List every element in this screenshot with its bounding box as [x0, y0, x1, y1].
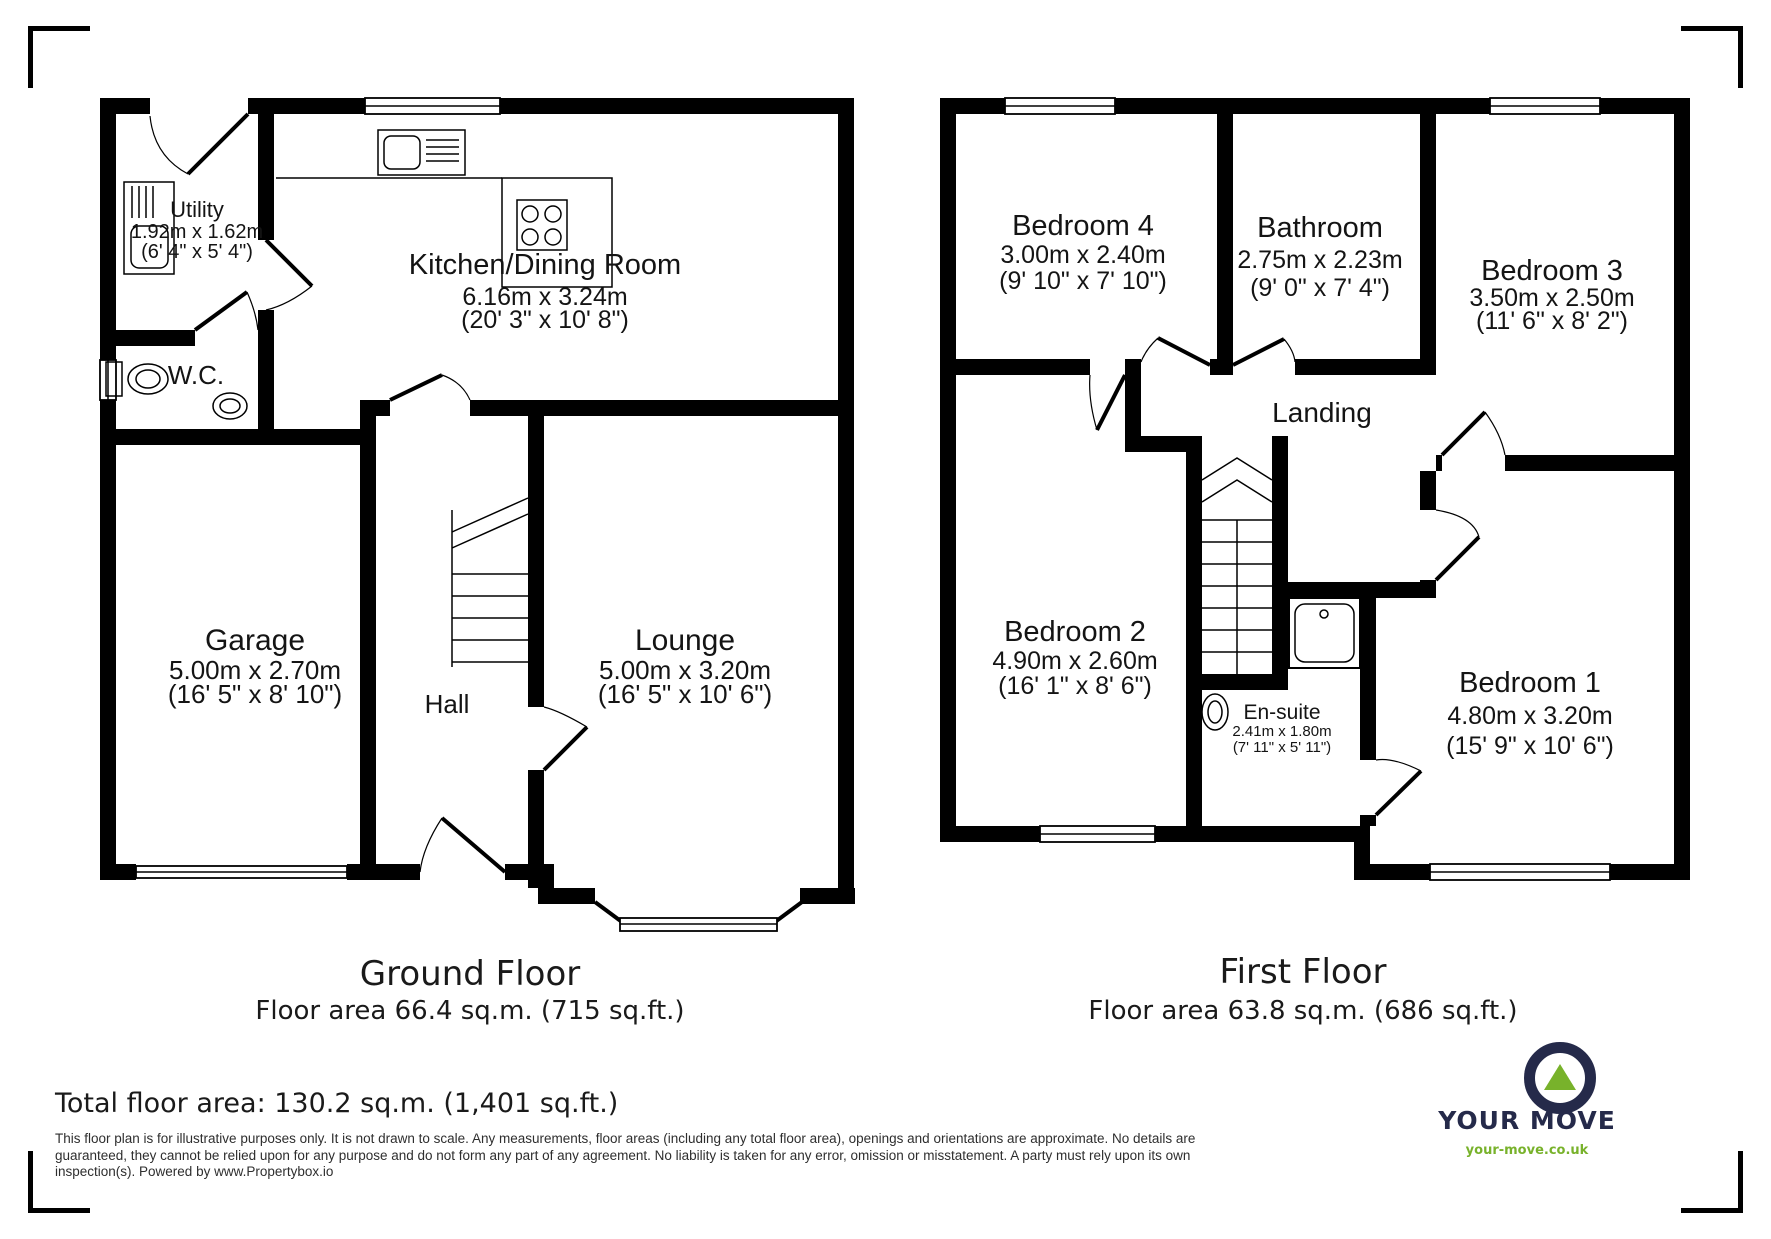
garage-label: Garage [204, 624, 306, 657]
bedroom4-door [1158, 338, 1210, 365]
bedroom4-label: Bedroom 4 [1012, 210, 1154, 242]
first-floor-area: Floor area 63.8 sq.m. (686 sq.ft.) [1088, 996, 1518, 1026]
utility-label: Utility [170, 197, 224, 222]
yourmove-brand: YOUR MOVE [1438, 1106, 1616, 1135]
hall-label: Hall [424, 689, 470, 719]
bathroom-door [1233, 339, 1284, 365]
kitchen-imperial: (20' 3" x 10' 8") [461, 306, 629, 334]
disclaimer-line-1: This floor plan is for illustrative purposes only. It is not drawn to scale. Any measurements, floor areas (including any total floor area), openings and orientations are approximate. No details are [55, 1131, 1196, 1146]
bedroom1-label: Bedroom 1 [1459, 667, 1601, 699]
ensuite-metric: 2.41m x 1.80m [1232, 723, 1332, 740]
bedroom2-door [1097, 375, 1125, 430]
utility-kitchen-door [266, 240, 312, 286]
ensuite-toilet-icon [1202, 694, 1228, 730]
shower-icon [1289, 598, 1360, 668]
corner-mark-bottom-left-v [28, 1151, 33, 1213]
bedroom4-imperial: (9' 10" x 7' 10") [999, 267, 1167, 295]
lounge-metric: 5.00m x 3.20m [599, 655, 771, 685]
wc-door [195, 292, 247, 330]
bathroom-label: Bathroom [1257, 212, 1383, 244]
lounge-imperial: (16' 5" x 10' 6") [597, 679, 773, 709]
landing-label: Landing [1272, 397, 1372, 428]
bedroom3-imperial: (11' 6" x 8' 2") [1476, 307, 1628, 335]
bedroom1-metric: 4.80m x 3.20m [1447, 702, 1613, 730]
first-stairs-icon [1202, 458, 1272, 674]
total-floor-area: Total floor area: 130.2 sq.m. (1,401 sq.ft.) [55, 1088, 619, 1119]
disclaimer [55, 1131, 1420, 1181]
lounge-door [544, 727, 587, 770]
disclaimer-line-2: guaranteed, they cannot be relied upon for any purpose and do not form any part of any agreement. No liability is taken for any error, omission or misstatement. A party must rely upon its own [55, 1147, 1191, 1163]
bedroom1-imperial: (15' 9" x 10' 6") [1446, 732, 1614, 760]
bedroom3-label: Bedroom 3 [1481, 255, 1623, 287]
bedroom2-label: Bedroom 2 [1004, 616, 1146, 648]
lounge-label: Lounge [634, 624, 736, 657]
yourmove-website: your-move.co.uk [1465, 1143, 1589, 1158]
ensuite-door [1376, 771, 1421, 815]
utility-imperial: (6' 4" x 5' 4") [141, 241, 253, 263]
corner-mark-bottom-right [1681, 1208, 1743, 1213]
bedroom3-metric: 3.50m x 2.50m [1469, 284, 1635, 312]
kitchen-label: Kitchen/Dining Room [408, 249, 682, 281]
ensuite-imperial: (7' 11" x 5' 11") [1232, 739, 1332, 756]
bay-side-left [595, 902, 622, 922]
corner-mark-top-right-v [1738, 26, 1743, 88]
bedroom2-metric: 4.90m x 2.60m [992, 647, 1158, 675]
front-door [442, 818, 505, 872]
ensuite-label: En-suite [1243, 701, 1321, 724]
first-floor-title: First Floor [1219, 952, 1387, 992]
kitchen-hall-door [390, 375, 442, 400]
wc-label: W.C. [167, 360, 225, 390]
ground-floor-area: Floor area 66.4 sq.m. (715 sq.ft.) [255, 996, 685, 1026]
disclaimer-line-3: inspection(s). Powered by www.Propertybox.io [55, 1164, 334, 1179]
sink-icon [378, 130, 465, 175]
ground-stairs-icon [452, 498, 528, 667]
basin-icon [213, 393, 247, 419]
garage-imperial: (16' 5" x 8' 10") [167, 679, 343, 709]
ground-floor-title: Ground Floor [359, 954, 581, 994]
bathroom-imperial: (9' 0" x 7' 4") [1250, 274, 1390, 302]
utility-metric: 1.92m x 1.62m [130, 221, 264, 243]
garage-metric: 5.00m x 2.70m [169, 655, 341, 685]
bedroom1-door [1436, 537, 1479, 580]
corner-mark-bottom-right-v [1738, 1151, 1743, 1213]
bedroom2-imperial: (16' 1" x 8' 6") [998, 672, 1152, 700]
corner-mark-top-left [28, 26, 90, 31]
bathroom-metric: 2.75m x 2.23m [1237, 246, 1403, 274]
utility-door [188, 114, 248, 174]
corner-mark-top-left-v [28, 26, 33, 88]
corner-mark-bottom-left [28, 1208, 90, 1213]
yourmove-roof-icon [1544, 1064, 1576, 1090]
bay-side-right [775, 902, 802, 922]
bedroom3-door [1442, 412, 1485, 455]
kitchen-metric: 6.16m x 3.24m [462, 283, 628, 311]
bedroom4-metric: 3.00m x 2.40m [1000, 241, 1166, 269]
corner-mark-top-right [1681, 26, 1743, 31]
